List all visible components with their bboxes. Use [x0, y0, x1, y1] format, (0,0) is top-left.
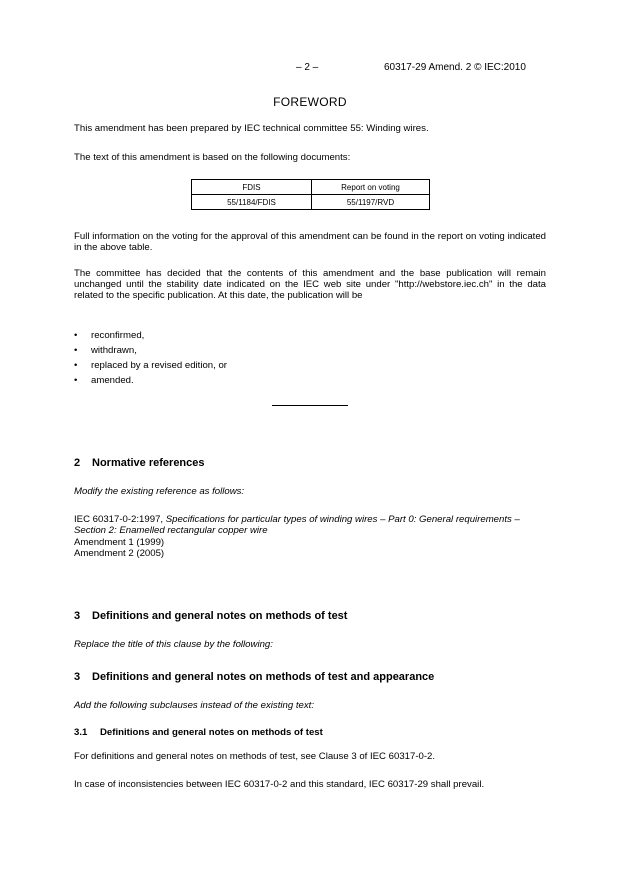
subclause-number: 3.1: [74, 727, 88, 738]
bullet-mark: •: [74, 375, 78, 386]
list-item-text: replaced by a revised edition, or: [91, 360, 227, 371]
reference-title: Specifications for particular types of winding wires – Part 0: General requirements – Section 2: Enamelled rectangular copper wire: [74, 514, 520, 536]
document-reference: 60317-29 Amend. 2 © IEC:2010: [384, 62, 526, 73]
full-info-paragraph: Full information on the voting for the approval of this amendment can be found in the report on voting indicated in the above table.: [74, 231, 546, 253]
table-cell: 55/1184/FDIS: [192, 195, 312, 210]
bullet-mark: •: [74, 360, 78, 371]
section-2-heading: [74, 457, 205, 469]
normative-reference: [74, 514, 546, 536]
table-header-row: [192, 180, 430, 195]
reference-id: IEC 60317-0-2:1997,: [74, 514, 166, 525]
subclause-3-1-paragraph-2: In case of inconsistencies between IEC 60317-0-2 and this standard, IEC 60317-29 shall prevail.: [74, 779, 485, 790]
committee-decision-paragraph: The committee has decided that the contents of this amendment and the base publication will remain unchanged until the stability date indicated on the IEC web site under "http://webstore.iec.ch" in the data related to the specific publication. At this date, the publication will be: [74, 268, 546, 301]
section-title: Definitions and general notes on methods of test: [92, 610, 348, 622]
list-item: [74, 358, 227, 373]
subclause-3-1-heading: [74, 727, 323, 738]
list-item-text: amended.: [91, 375, 134, 386]
based-on-paragraph: The text of this amendment is based on the following documents:: [74, 152, 351, 163]
foreword-title: FOREWORD: [273, 95, 347, 109]
section-number: 3: [74, 671, 81, 683]
page-number: – 2 –: [296, 62, 319, 73]
list-item: [74, 328, 227, 343]
amendment-2: Amendment 2 (2005): [74, 548, 165, 559]
section-3-new-instruction: Add the following subclauses instead of the existing text:: [74, 700, 314, 711]
section-number: 3: [74, 610, 81, 622]
table-row: [192, 195, 430, 210]
publication-status-list: [74, 328, 227, 388]
list-item-text: withdrawn,: [91, 345, 137, 356]
list-item-text: reconfirmed,: [91, 330, 145, 341]
section-title: Definitions and general notes on methods of test and appearance: [92, 671, 435, 683]
section-title: Normative references: [92, 457, 205, 469]
table-cell: 55/1197/RVD: [312, 195, 430, 210]
section-2-instruction: Modify the existing reference as follows:: [74, 486, 245, 497]
section-3-old-instruction: Replace the title of this clause by the following:: [74, 639, 273, 650]
section-3-new-heading: [74, 671, 434, 683]
prepared-by-paragraph: This amendment has been prepared by IEC technical committee 55: Winding wires.: [74, 123, 429, 134]
subclause-3-1-paragraph-1: For definitions and general notes on methods of test, see Clause 3 of IEC 60317-0-2.: [74, 751, 436, 762]
documents-table: [191, 179, 430, 210]
list-item: [74, 343, 227, 358]
table-header-cell: Report on voting: [312, 180, 430, 195]
amendment-1: Amendment 1 (1999): [74, 537, 165, 548]
section-number: 2: [74, 457, 81, 469]
table-header-cell: FDIS: [192, 180, 312, 195]
subclause-title: Definitions and general notes on methods of test: [100, 727, 323, 738]
section-3-old-heading: [74, 610, 347, 622]
bullet-mark: •: [74, 345, 78, 356]
separator-line: [272, 405, 348, 406]
bullet-mark: •: [74, 330, 78, 341]
list-item: [74, 373, 227, 388]
